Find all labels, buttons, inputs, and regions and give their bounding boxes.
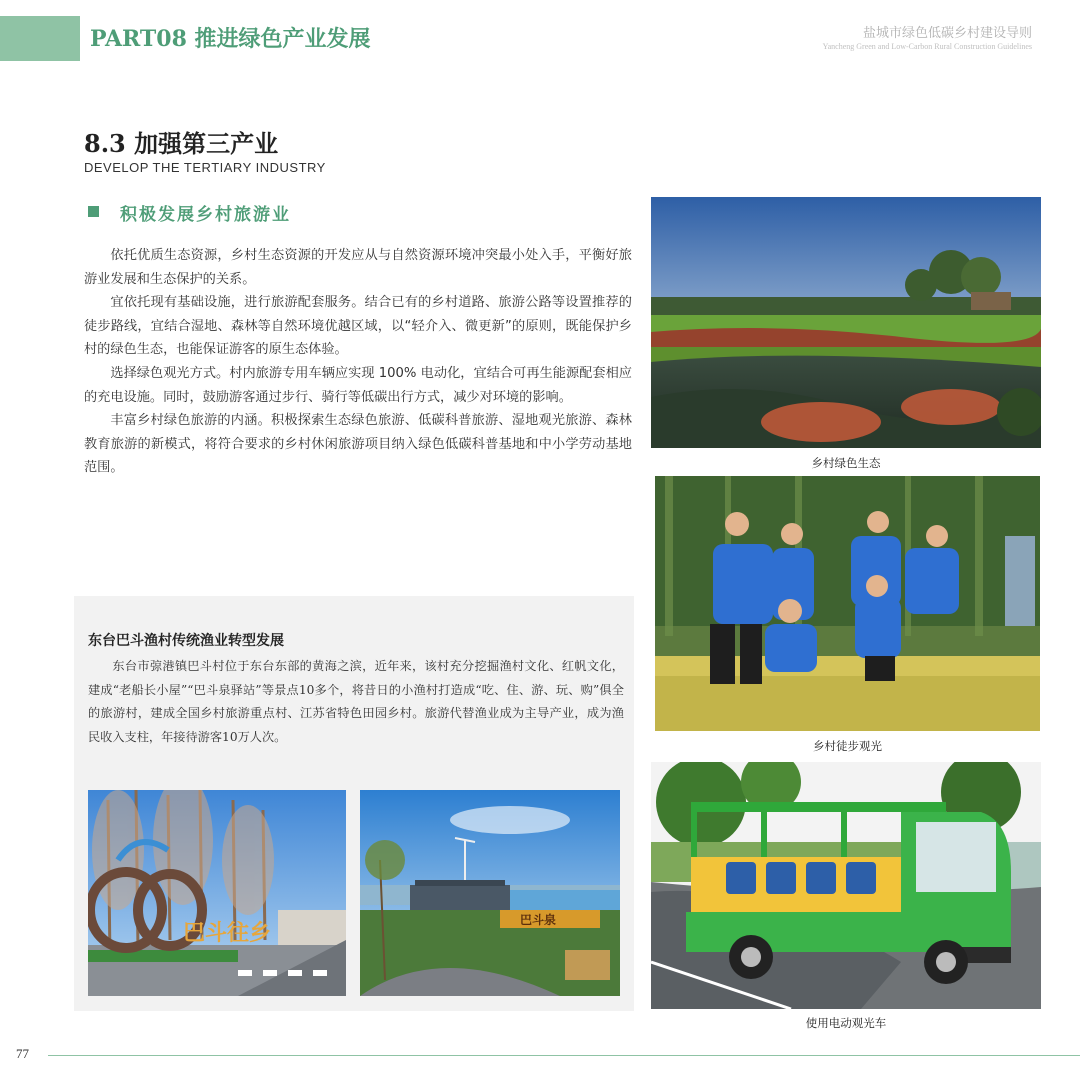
case-title: 东台巴斗渔村传统渔业转型发展	[88, 633, 284, 649]
sub-heading: 积极发展乡村旅游业	[120, 205, 291, 225]
square-bullet-icon	[88, 206, 99, 217]
case-text	[88, 655, 624, 749]
photo-coastal-scenic	[360, 790, 620, 996]
body-text	[84, 244, 632, 480]
section-subtitle: DEVELOP THE TERTIARY INDUSTRY	[84, 160, 326, 175]
photo-electric-car	[651, 762, 1041, 1009]
footer-divider	[48, 1055, 1080, 1056]
scenic-sign-text: 巴斗泉	[520, 913, 557, 927]
photo-caption: 乡村绿色生态	[811, 456, 881, 470]
paragraph: 宜依托现有基础设施，进行旅游配套服务。结合已有的乡村道路、旅游公路等设置推荐的徒步路线，宜结合湿地、森林等自然环境优越区域，以“轻介入、微更新”的原则，既能保护乡村的绿色生态，也能保证游客的原生态体验。	[84, 295, 632, 358]
paragraph: 依托优质生态资源，乡村生态资源的开发应从与自然资源环境冲突最小处入手，平衡好旅游业发展和生态保护的关系。	[84, 248, 632, 287]
part-color-bar	[0, 16, 80, 61]
photo-hiking	[655, 476, 1040, 731]
paragraph: 选择绿色观光方式。村内旅游专用车辆应实现 100% 电动化，宜结合可再生能源配套相应的充电设施。同时，鼓励游客通过步行、骑行等低碳出行方式，减少对环境的影响。	[84, 365, 632, 405]
page-number: 77	[16, 1046, 29, 1061]
part-title: PART08 推进绿色产业发展	[90, 26, 371, 52]
photo-caption: 使用电动观光车	[805, 1016, 887, 1030]
photo-wetland	[651, 197, 1041, 448]
case-paragraph: 东台市弶港镇巴斗村位于东台东部的黄海之滨，近年来，该村充分挖掘渔村文化、红帆文化，建成“老船长小屋”“巴斗泉驿站”等景点10多个，将昔日的小渔村打造成“吃、住、游、玩、购”俱全的旅游村，建成全国乡村旅游重点村、江苏省特色田园乡村。旅游代替渔业成为主导产业，成为渔民收入支柱，年接待游客10万人次。	[88, 659, 624, 744]
photo-village-entrance	[88, 790, 346, 996]
village-sign-text: 巴斗往乡	[183, 921, 272, 946]
guide-title-en: Yancheng Green and Low-Carbon Rural Construction Guidelines	[822, 42, 1032, 51]
paragraph: 丰富乡村绿色旅游的内涵。积极探索生态绿色旅游、低碳科普旅游、湿地观光旅游、森林教育旅游的新模式，将符合要求的乡村休闲旅游项目纳入绿色低碳科普基地和中小学劳动基地范围。	[84, 413, 632, 476]
section-title: 8.3 加强第三产业	[84, 129, 279, 158]
guide-title-cn: 盐城市绿色低碳乡村建设导则	[862, 26, 1032, 41]
photo-caption: 乡村徒步观光	[813, 739, 882, 753]
